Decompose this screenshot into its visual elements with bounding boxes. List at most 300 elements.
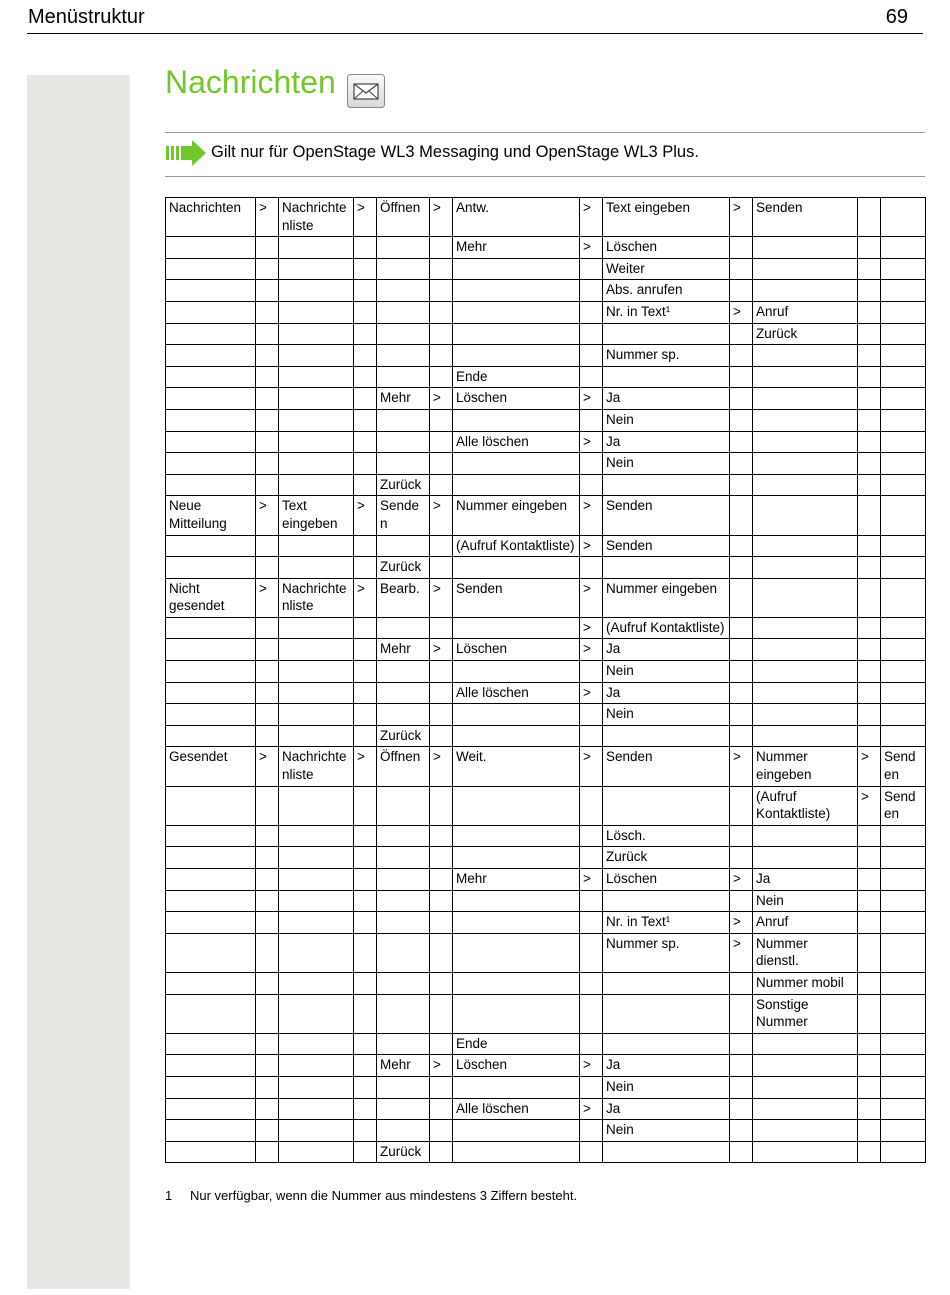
menu-item-cell: [377, 704, 430, 726]
submenu-arrow-cell: [354, 912, 377, 934]
menu-item-cell: [279, 345, 354, 367]
submenu-arrow-cell: [430, 1098, 453, 1120]
submenu-arrow-cell: >: [354, 198, 377, 237]
submenu-arrow-cell: [354, 704, 377, 726]
menu-item-cell: [166, 366, 256, 388]
menu-item-cell: [279, 786, 354, 825]
submenu-arrow-cell: [354, 1076, 377, 1098]
submenu-arrow-cell: [580, 912, 603, 934]
menu-item-cell: [166, 994, 256, 1033]
table-row: [166, 994, 926, 1033]
menu-item-cell: Mehr: [453, 869, 580, 891]
submenu-arrow-cell: [580, 1033, 603, 1055]
menu-item-cell: Nein: [603, 409, 730, 431]
menu-item-cell: [279, 557, 354, 579]
submenu-arrow-cell: [430, 847, 453, 869]
submenu-arrow-cell: [858, 578, 881, 617]
submenu-arrow-cell: [730, 786, 753, 825]
submenu-arrow-cell: [858, 366, 881, 388]
menu-item-cell: [453, 409, 580, 431]
menu-item-cell: [881, 535, 926, 557]
submenu-arrow-cell: [354, 280, 377, 302]
submenu-arrow-cell: [256, 1141, 279, 1163]
menu-item-cell: [377, 972, 430, 994]
submenu-arrow-cell: [256, 1055, 279, 1077]
submenu-arrow-cell: >: [430, 496, 453, 535]
menu-item-cell: [377, 1076, 430, 1098]
submenu-arrow-cell: >: [580, 1055, 603, 1077]
menu-item-cell: [279, 890, 354, 912]
submenu-arrow-cell: [256, 431, 279, 453]
footnote-text: Nur verfügbar, wenn die Nummer aus mindestens 3 Ziffern besteht.: [190, 1188, 578, 1203]
menu-item-cell: [603, 1141, 730, 1163]
table-row: [166, 366, 926, 388]
menu-item-cell: [166, 474, 256, 496]
submenu-arrow-cell: [858, 890, 881, 912]
envelope-icon: [347, 74, 385, 108]
menu-item-cell: Gesendet: [166, 747, 256, 786]
submenu-arrow-cell: >: [430, 578, 453, 617]
menu-item-cell: [279, 453, 354, 475]
submenu-arrow-cell: [354, 933, 377, 972]
menu-item-cell: Senden: [603, 535, 730, 557]
menu-item-cell: [279, 280, 354, 302]
menu-item-cell: [453, 323, 580, 345]
menu-item-cell: [753, 345, 858, 367]
menu-item-cell: [453, 617, 580, 639]
table-row: [166, 1141, 926, 1163]
menu-item-cell: [453, 474, 580, 496]
submenu-arrow-cell: [354, 661, 377, 683]
submenu-arrow-cell: [430, 617, 453, 639]
menu-item-cell: Abs. anrufen: [603, 280, 730, 302]
menu-item-cell: [753, 453, 858, 475]
menu-item-cell: Nummer sp.: [603, 345, 730, 367]
menu-item-cell: Zurück: [377, 557, 430, 579]
menu-item-cell: Öffnen: [377, 747, 430, 786]
menu-item-cell: [166, 453, 256, 475]
submenu-arrow-cell: [430, 280, 453, 302]
menu-item-cell: [166, 617, 256, 639]
menu-item-cell: [453, 661, 580, 683]
menu-item-cell: [377, 301, 430, 323]
menu-item-cell: (Aufruf Kontaktliste): [753, 786, 858, 825]
submenu-arrow-cell: [256, 704, 279, 726]
menu-item-cell: [453, 994, 580, 1033]
menu-item-cell: [279, 994, 354, 1033]
menu-item-cell: [881, 682, 926, 704]
submenu-arrow-cell: [354, 890, 377, 912]
menu-item-cell: Anruf: [753, 301, 858, 323]
submenu-arrow-cell: >: [430, 747, 453, 786]
menu-item-cell: [166, 388, 256, 410]
submenu-arrow-cell: [580, 453, 603, 475]
submenu-arrow-cell: [858, 972, 881, 994]
menu-item-cell: [279, 847, 354, 869]
menu-item-cell: [881, 388, 926, 410]
page-number: 69: [885, 6, 908, 28]
menu-item-cell: [753, 388, 858, 410]
submenu-arrow-cell: [430, 557, 453, 579]
table-row: [166, 786, 926, 825]
menu-item-cell: [881, 1076, 926, 1098]
menu-item-cell: Ja: [753, 869, 858, 891]
submenu-arrow-cell: [430, 431, 453, 453]
submenu-arrow-cell: [858, 258, 881, 280]
submenu-arrow-cell: [858, 661, 881, 683]
menu-item-cell: [753, 1033, 858, 1055]
menu-item-cell: Ja: [603, 682, 730, 704]
menu-item-cell: [377, 323, 430, 345]
menu-item-cell: Löschen: [603, 869, 730, 891]
menu-item-cell: Lösch.: [603, 825, 730, 847]
submenu-arrow-cell: [430, 301, 453, 323]
menu-item-cell: [453, 825, 580, 847]
submenu-arrow-cell: [256, 1120, 279, 1142]
menu-item-cell: [881, 409, 926, 431]
submenu-arrow-cell: [730, 639, 753, 661]
menu-item-cell: Weit.: [453, 747, 580, 786]
table-row: [166, 496, 926, 535]
submenu-arrow-cell: [580, 474, 603, 496]
table-row: [166, 912, 926, 934]
menu-item-cell: Senden: [753, 198, 858, 237]
submenu-arrow-cell: [730, 453, 753, 475]
submenu-arrow-cell: [730, 474, 753, 496]
submenu-arrow-cell: [256, 323, 279, 345]
submenu-arrow-cell: [580, 725, 603, 747]
submenu-arrow-cell: [354, 366, 377, 388]
menu-item-cell: [166, 1120, 256, 1142]
menu-item-cell: (Aufruf Kontaktliste): [453, 535, 580, 557]
submenu-arrow-cell: [354, 431, 377, 453]
submenu-arrow-cell: [256, 994, 279, 1033]
submenu-arrow-cell: >: [730, 747, 753, 786]
menu-item-cell: [881, 933, 926, 972]
menu-item-cell: [453, 972, 580, 994]
menu-item-cell: [753, 474, 858, 496]
submenu-arrow-cell: [430, 323, 453, 345]
submenu-arrow-cell: [354, 994, 377, 1033]
menu-item-cell: [753, 578, 858, 617]
menu-item-cell: [166, 301, 256, 323]
menu-item-cell: [881, 323, 926, 345]
menu-item-cell: [166, 972, 256, 994]
submenu-arrow-cell: >: [730, 933, 753, 972]
submenu-arrow-cell: [256, 869, 279, 891]
submenu-arrow-cell: [430, 453, 453, 475]
menu-item-cell: [753, 725, 858, 747]
submenu-arrow-cell: [354, 1098, 377, 1120]
table-row: [166, 890, 926, 912]
menu-item-cell: [377, 431, 430, 453]
submenu-arrow-cell: [580, 972, 603, 994]
table-row: [166, 1120, 926, 1142]
submenu-arrow-cell: [430, 933, 453, 972]
submenu-arrow-cell: [354, 535, 377, 557]
menu-item-cell: [279, 704, 354, 726]
menu-item-cell: [753, 1120, 858, 1142]
submenu-arrow-cell: [580, 258, 603, 280]
submenu-arrow-cell: [858, 496, 881, 535]
submenu-arrow-cell: [730, 1055, 753, 1077]
table-row: [166, 431, 926, 453]
submenu-arrow-cell: [256, 453, 279, 475]
menu-item-cell: [279, 617, 354, 639]
menu-item-cell: [377, 682, 430, 704]
submenu-arrow-cell: >: [580, 431, 603, 453]
menu-item-cell: [753, 535, 858, 557]
menu-item-cell: Mehr: [377, 639, 430, 661]
submenu-arrow-cell: >: [580, 747, 603, 786]
menu-item-cell: [881, 617, 926, 639]
submenu-arrow-cell: [580, 323, 603, 345]
menu-item-cell: [377, 535, 430, 557]
menu-item-cell: [166, 237, 256, 259]
menu-item-cell: [881, 258, 926, 280]
menu-item-cell: [881, 1098, 926, 1120]
submenu-arrow-cell: [858, 1098, 881, 1120]
menu-item-cell: [166, 639, 256, 661]
submenu-arrow-cell: [256, 388, 279, 410]
submenu-arrow-cell: [430, 409, 453, 431]
menu-item-cell: [377, 280, 430, 302]
menu-item-cell: [279, 869, 354, 891]
menu-item-cell: [753, 825, 858, 847]
submenu-arrow-cell: [858, 933, 881, 972]
submenu-arrow-cell: [354, 1120, 377, 1142]
menu-item-cell: [166, 890, 256, 912]
menu-item-cell: [753, 682, 858, 704]
menu-item-cell: Sende n: [377, 496, 430, 535]
menu-item-cell: Alle löschen: [453, 682, 580, 704]
menu-item-cell: Ende: [453, 366, 580, 388]
menu-item-cell: [453, 912, 580, 934]
submenu-arrow-cell: >: [580, 578, 603, 617]
table-row: [166, 1076, 926, 1098]
menu-item-cell: [166, 661, 256, 683]
menu-item-cell: Senden: [453, 578, 580, 617]
submenu-arrow-cell: >: [430, 388, 453, 410]
submenu-arrow-cell: [858, 535, 881, 557]
submenu-arrow-cell: >: [730, 301, 753, 323]
table-row: [166, 617, 926, 639]
menu-item-cell: [279, 366, 354, 388]
submenu-arrow-cell: [858, 1120, 881, 1142]
menu-item-cell: Nachrichte nliste: [279, 198, 354, 237]
submenu-arrow-cell: >: [730, 912, 753, 934]
menu-item-cell: [881, 972, 926, 994]
menu-item-cell: [453, 1120, 580, 1142]
table-row: [166, 301, 926, 323]
menu-item-cell: [881, 847, 926, 869]
menu-item-cell: [279, 1033, 354, 1055]
submenu-arrow-cell: [430, 474, 453, 496]
submenu-arrow-cell: [730, 972, 753, 994]
menu-item-cell: [279, 972, 354, 994]
menu-item-cell: [603, 725, 730, 747]
submenu-arrow-cell: >: [580, 869, 603, 891]
menu-item-cell: Send en: [881, 747, 926, 786]
submenu-arrow-cell: [730, 496, 753, 535]
menu-item-cell: [279, 431, 354, 453]
table-row: [166, 825, 926, 847]
menu-item-cell: [881, 825, 926, 847]
menu-item-cell: [881, 1033, 926, 1055]
submenu-arrow-cell: [354, 1033, 377, 1055]
menu-item-cell: [166, 1033, 256, 1055]
menu-item-cell: [453, 847, 580, 869]
submenu-arrow-cell: [730, 280, 753, 302]
submenu-arrow-cell: [858, 847, 881, 869]
submenu-arrow-cell: [430, 825, 453, 847]
footnote: [165, 1188, 577, 1203]
submenu-arrow-cell: [430, 786, 453, 825]
menu-item-cell: Löschen: [453, 388, 580, 410]
submenu-arrow-cell: [354, 786, 377, 825]
menu-item-cell: [166, 869, 256, 891]
menu-item-cell: [881, 474, 926, 496]
menu-item-cell: [881, 661, 926, 683]
menu-item-cell: Öffnen: [377, 198, 430, 237]
menu-item-cell: [377, 258, 430, 280]
submenu-arrow-cell: [730, 578, 753, 617]
submenu-arrow-cell: >: [430, 198, 453, 237]
submenu-arrow-cell: [858, 323, 881, 345]
menu-item-cell: [603, 972, 730, 994]
submenu-arrow-cell: [580, 933, 603, 972]
submenu-arrow-cell: [256, 639, 279, 661]
menu-item-cell: [753, 847, 858, 869]
menu-item-cell: [166, 704, 256, 726]
table-row: [166, 453, 926, 475]
menu-item-cell: Mehr: [377, 388, 430, 410]
menu-item-cell: [603, 890, 730, 912]
menu-item-cell: Nummer eingeben: [753, 747, 858, 786]
submenu-arrow-cell: [858, 1033, 881, 1055]
submenu-arrow-cell: [858, 345, 881, 367]
submenu-arrow-cell: [730, 557, 753, 579]
menu-item-cell: [881, 1141, 926, 1163]
menu-item-cell: [377, 1098, 430, 1120]
submenu-arrow-cell: [730, 994, 753, 1033]
submenu-arrow-cell: [430, 535, 453, 557]
menu-item-cell: [753, 661, 858, 683]
menu-item-cell: Nummer mobil: [753, 972, 858, 994]
table-row: [166, 1098, 926, 1120]
menu-item-cell: [377, 617, 430, 639]
submenu-arrow-cell: [354, 617, 377, 639]
menu-item-cell: [881, 704, 926, 726]
menu-item-cell: Antw.: [453, 198, 580, 237]
menu-item-cell: Nein: [603, 661, 730, 683]
submenu-arrow-cell: [354, 847, 377, 869]
table-row: [166, 747, 926, 786]
section-title: Nachrichten: [165, 64, 336, 100]
submenu-arrow-cell: [580, 704, 603, 726]
submenu-arrow-cell: [858, 869, 881, 891]
submenu-arrow-cell: >: [580, 682, 603, 704]
submenu-arrow-cell: [354, 345, 377, 367]
submenu-arrow-cell: [580, 847, 603, 869]
menu-item-cell: [166, 933, 256, 972]
table-row: [166, 682, 926, 704]
submenu-arrow-cell: [858, 994, 881, 1033]
submenu-arrow-cell: [256, 1076, 279, 1098]
table-row: [166, 409, 926, 431]
submenu-arrow-cell: [354, 557, 377, 579]
submenu-arrow-cell: >: [580, 535, 603, 557]
table-row: [166, 258, 926, 280]
menu-item-cell: [753, 1076, 858, 1098]
submenu-arrow-cell: >: [580, 617, 603, 639]
menu-item-cell: Zurück: [753, 323, 858, 345]
submenu-arrow-cell: [354, 1141, 377, 1163]
submenu-arrow-cell: >: [580, 198, 603, 237]
menu-item-cell: [279, 825, 354, 847]
submenu-arrow-cell: [430, 258, 453, 280]
submenu-arrow-cell: [858, 1055, 881, 1077]
menu-item-cell: [279, 1055, 354, 1077]
menu-item-cell: [453, 725, 580, 747]
menu-item-cell: Sonstige Nummer: [753, 994, 858, 1033]
menu-item-cell: Mehr: [377, 1055, 430, 1077]
menu-item-cell: Löschen: [603, 237, 730, 259]
submenu-arrow-cell: [354, 825, 377, 847]
submenu-arrow-cell: [354, 237, 377, 259]
menu-item-cell: Zurück: [603, 847, 730, 869]
submenu-arrow-cell: [580, 301, 603, 323]
menu-item-cell: [453, 704, 580, 726]
menu-item-cell: Nr. in Text¹: [603, 301, 730, 323]
menu-item-cell: Anruf: [753, 912, 858, 934]
submenu-arrow-cell: [858, 237, 881, 259]
menu-item-cell: [377, 933, 430, 972]
submenu-arrow-cell: [580, 280, 603, 302]
submenu-arrow-cell: [730, 409, 753, 431]
menu-item-cell: [166, 409, 256, 431]
submenu-arrow-cell: [858, 280, 881, 302]
menu-item-cell: [753, 704, 858, 726]
menu-item-cell: Weiter: [603, 258, 730, 280]
menu-item-cell: [166, 912, 256, 934]
submenu-arrow-cell: [256, 409, 279, 431]
table-row: [166, 237, 926, 259]
menu-item-cell: [279, 409, 354, 431]
table-row: [166, 847, 926, 869]
menu-item-cell: [453, 557, 580, 579]
submenu-arrow-cell: [730, 682, 753, 704]
menu-item-cell: [279, 323, 354, 345]
menu-item-cell: Nummer dienstl.: [753, 933, 858, 972]
submenu-arrow-cell: [256, 725, 279, 747]
menu-item-cell: [377, 409, 430, 431]
submenu-arrow-cell: [354, 474, 377, 496]
menu-item-cell: Nummer eingeben: [603, 578, 730, 617]
submenu-arrow-cell: [858, 409, 881, 431]
menu-item-cell: [166, 1098, 256, 1120]
table-row: [166, 557, 926, 579]
menu-item-cell: [881, 237, 926, 259]
menu-item-cell: Text eingeben: [603, 198, 730, 237]
submenu-arrow-cell: [354, 1055, 377, 1077]
submenu-arrow-cell: [858, 682, 881, 704]
menu-item-cell: [166, 431, 256, 453]
menu-item-cell: [279, 1120, 354, 1142]
submenu-arrow-cell: [430, 237, 453, 259]
submenu-arrow-cell: [730, 847, 753, 869]
submenu-arrow-cell: [354, 258, 377, 280]
